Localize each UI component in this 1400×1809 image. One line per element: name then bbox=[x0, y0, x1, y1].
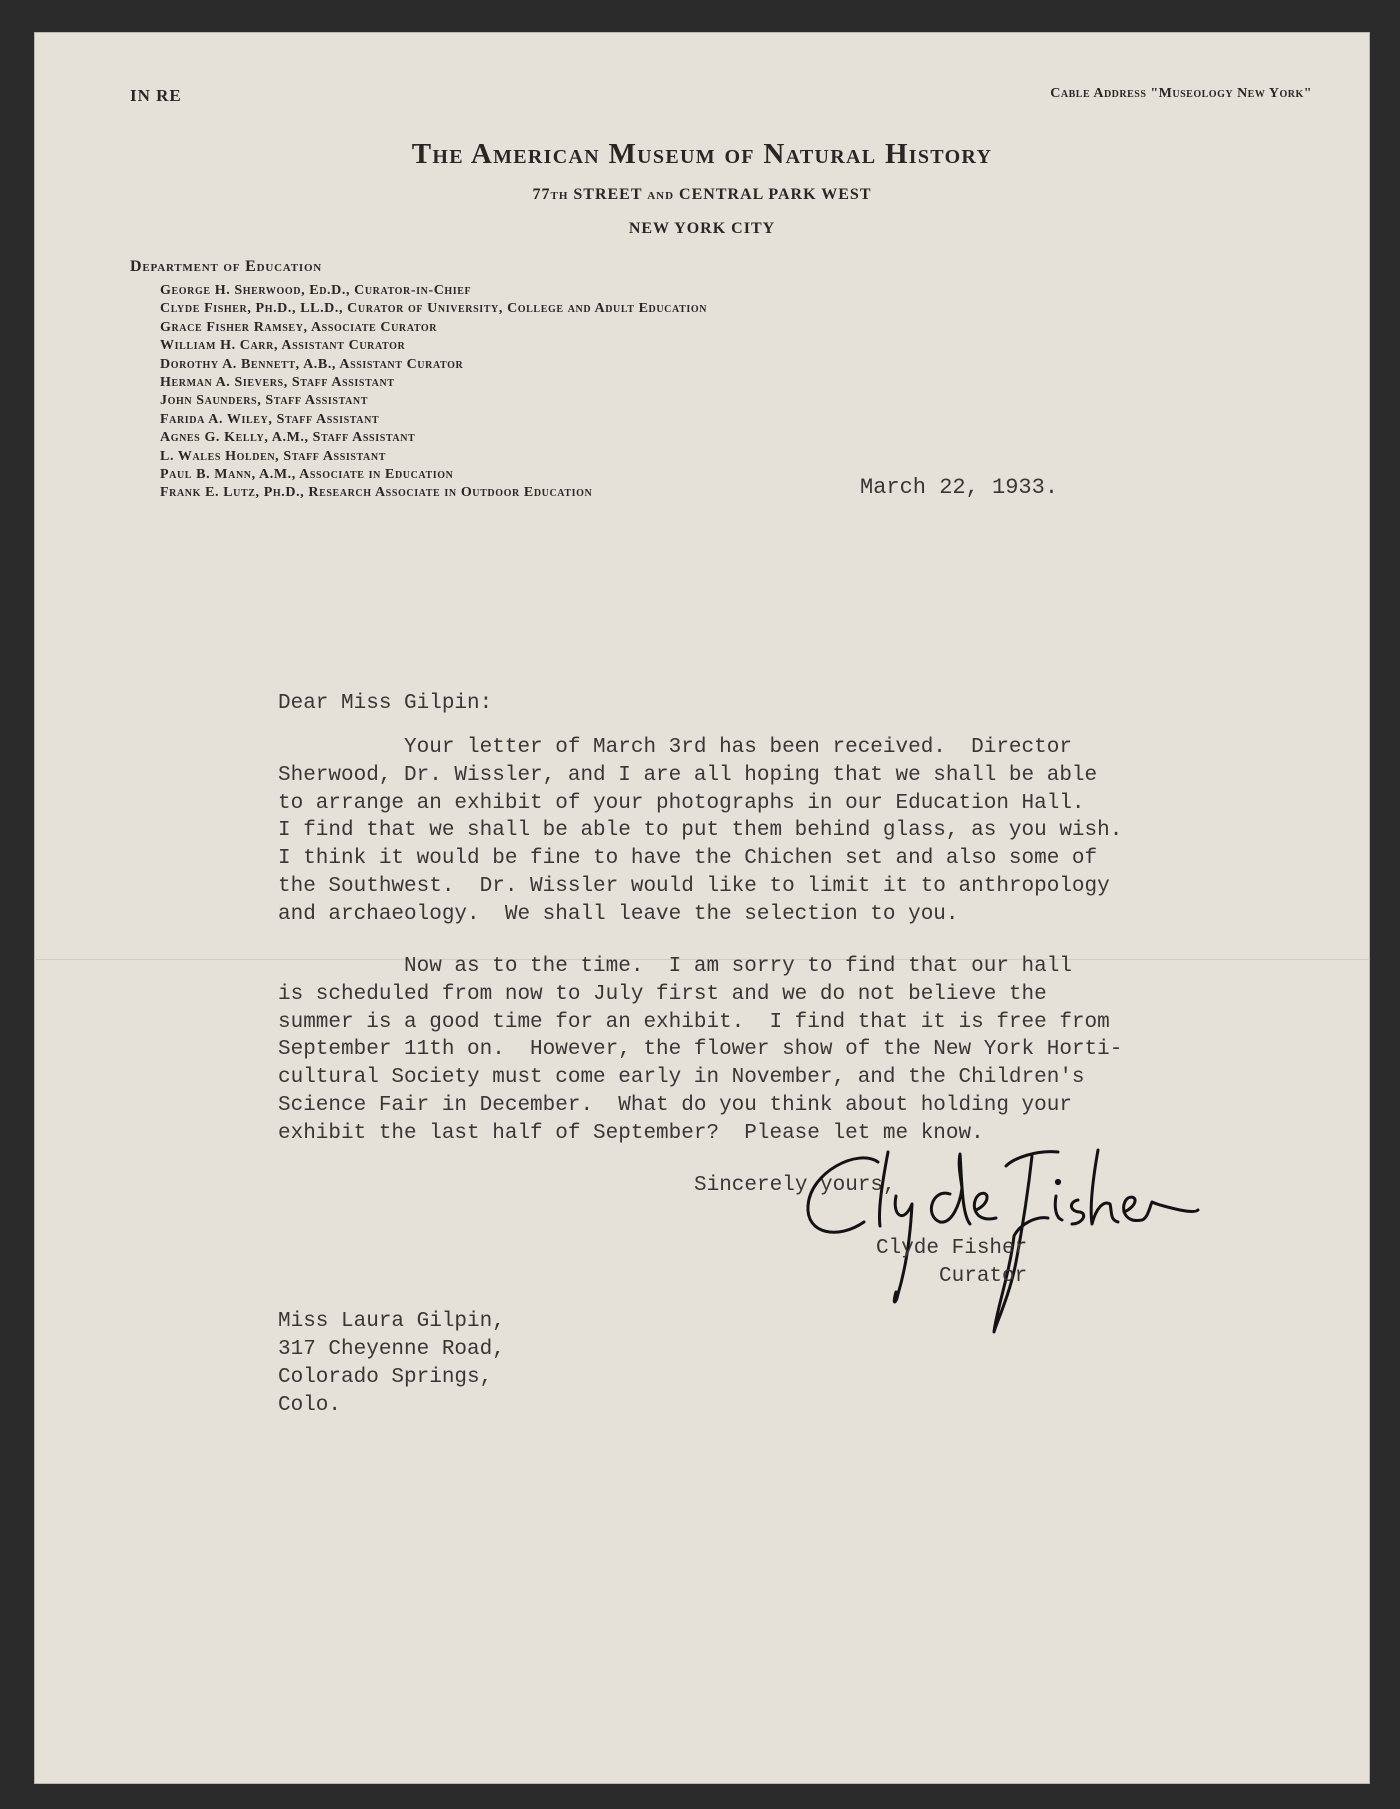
text-line: Now as to the time. I am sorry to find that our hall bbox=[278, 955, 1072, 978]
text-line: cultural Society must come early in November, and the Children's bbox=[278, 1066, 1085, 1090]
staff-member: L. Wales Holden, Staff Assistant bbox=[160, 448, 386, 464]
staff-member: William H. Carr, Assistant Curator bbox=[160, 338, 406, 354]
museum-name: The American Museum of Natural History bbox=[411, 138, 993, 170]
department-name: Department of Education bbox=[130, 258, 323, 275]
body-paragraph-2 bbox=[278, 953, 1238, 1148]
text-line: is scheduled from now to July first and we do not believe the bbox=[278, 982, 1047, 1006]
staff-member: Agnes G. Kelly, A.M., Staff Assistant bbox=[160, 430, 416, 446]
staff-list bbox=[160, 282, 707, 503]
typed-name: Clyde Fisher bbox=[876, 1237, 1028, 1260]
typed-title: Curator bbox=[939, 1265, 1028, 1288]
staff-member: Paul B. Mann, A.M., Associate in Education bbox=[160, 467, 454, 483]
staff-member: Grace Fisher Ramsey, Associate Curator bbox=[160, 319, 438, 335]
text-line: Science Fair in December. What do you think about holding your bbox=[278, 1093, 1072, 1117]
address-line: Miss Laura Gilpin, bbox=[278, 1310, 505, 1333]
typed-signature-block bbox=[876, 1235, 1027, 1291]
letter-date: March 22, 1933. bbox=[860, 475, 1059, 500]
city-name: NEW YORK CITY bbox=[628, 220, 776, 237]
letter-page bbox=[34, 32, 1370, 1784]
cable-address: Cable Address "Museology New York" bbox=[1050, 86, 1312, 101]
text-line: summer is a good time for an exhibit. I find that it is free from bbox=[278, 1010, 1110, 1034]
staff-member: John Saunders, Staff Assistant bbox=[160, 393, 369, 409]
staff-member: George H. Sherwood, Ed.D., Curator-in-Chief bbox=[160, 283, 472, 298]
address-line: 317 Cheyenne Road, bbox=[278, 1338, 505, 1361]
body-paragraph-1 bbox=[278, 734, 1238, 929]
text-line: exhibit the last half of September? Please let me know. bbox=[278, 1121, 984, 1145]
staff-member: Clyde Fisher, Ph.D., LL.D., Curator of University, College and Adult Education bbox=[160, 301, 708, 317]
text-line: I find that we shall be able to put them behind glass, as you wish. bbox=[278, 819, 1123, 843]
staff-member: Dorothy A. Bennett, A.B., Assistant Curator bbox=[160, 356, 464, 372]
recipient-address bbox=[278, 1308, 505, 1420]
address-line: Colo. bbox=[278, 1394, 342, 1417]
text-line: Sherwood, Dr. Wissler, and I are all hoping that we shall be able bbox=[278, 763, 1098, 787]
text-line: and archaeology. We shall leave the selection to you. bbox=[278, 902, 959, 926]
text-line: the Southwest. Dr. Wissler would like to limit it to anthropology bbox=[278, 874, 1110, 898]
staff-member: Farida A. Wiley, Staff Assistant bbox=[160, 411, 380, 427]
text-line: September 11th on. However, the flower show of the New York Horti- bbox=[278, 1038, 1123, 1062]
in-re-label: IN RE bbox=[130, 86, 182, 105]
address-line: Colorado Springs, bbox=[278, 1366, 493, 1389]
text-line: Your letter of March 3rd has been received. Director bbox=[278, 736, 1072, 759]
closing: Sincerely yours, bbox=[694, 1174, 896, 1197]
text-line: to arrange an exhibit of your photographs in our Education Hall. bbox=[278, 791, 1085, 815]
staff-member: Frank E. Lutz, Ph.D., Research Associate in Outdoor Education bbox=[160, 485, 593, 501]
text-line: I think it would be fine to have the Chichen set and also some of bbox=[278, 847, 1098, 871]
staff-member: Herman A. Sievers, Staff Assistant bbox=[160, 375, 395, 391]
salutation: Dear Miss Gilpin: bbox=[278, 692, 493, 715]
street-address: 77th STREET and CENTRAL PARK WEST bbox=[532, 186, 872, 203]
